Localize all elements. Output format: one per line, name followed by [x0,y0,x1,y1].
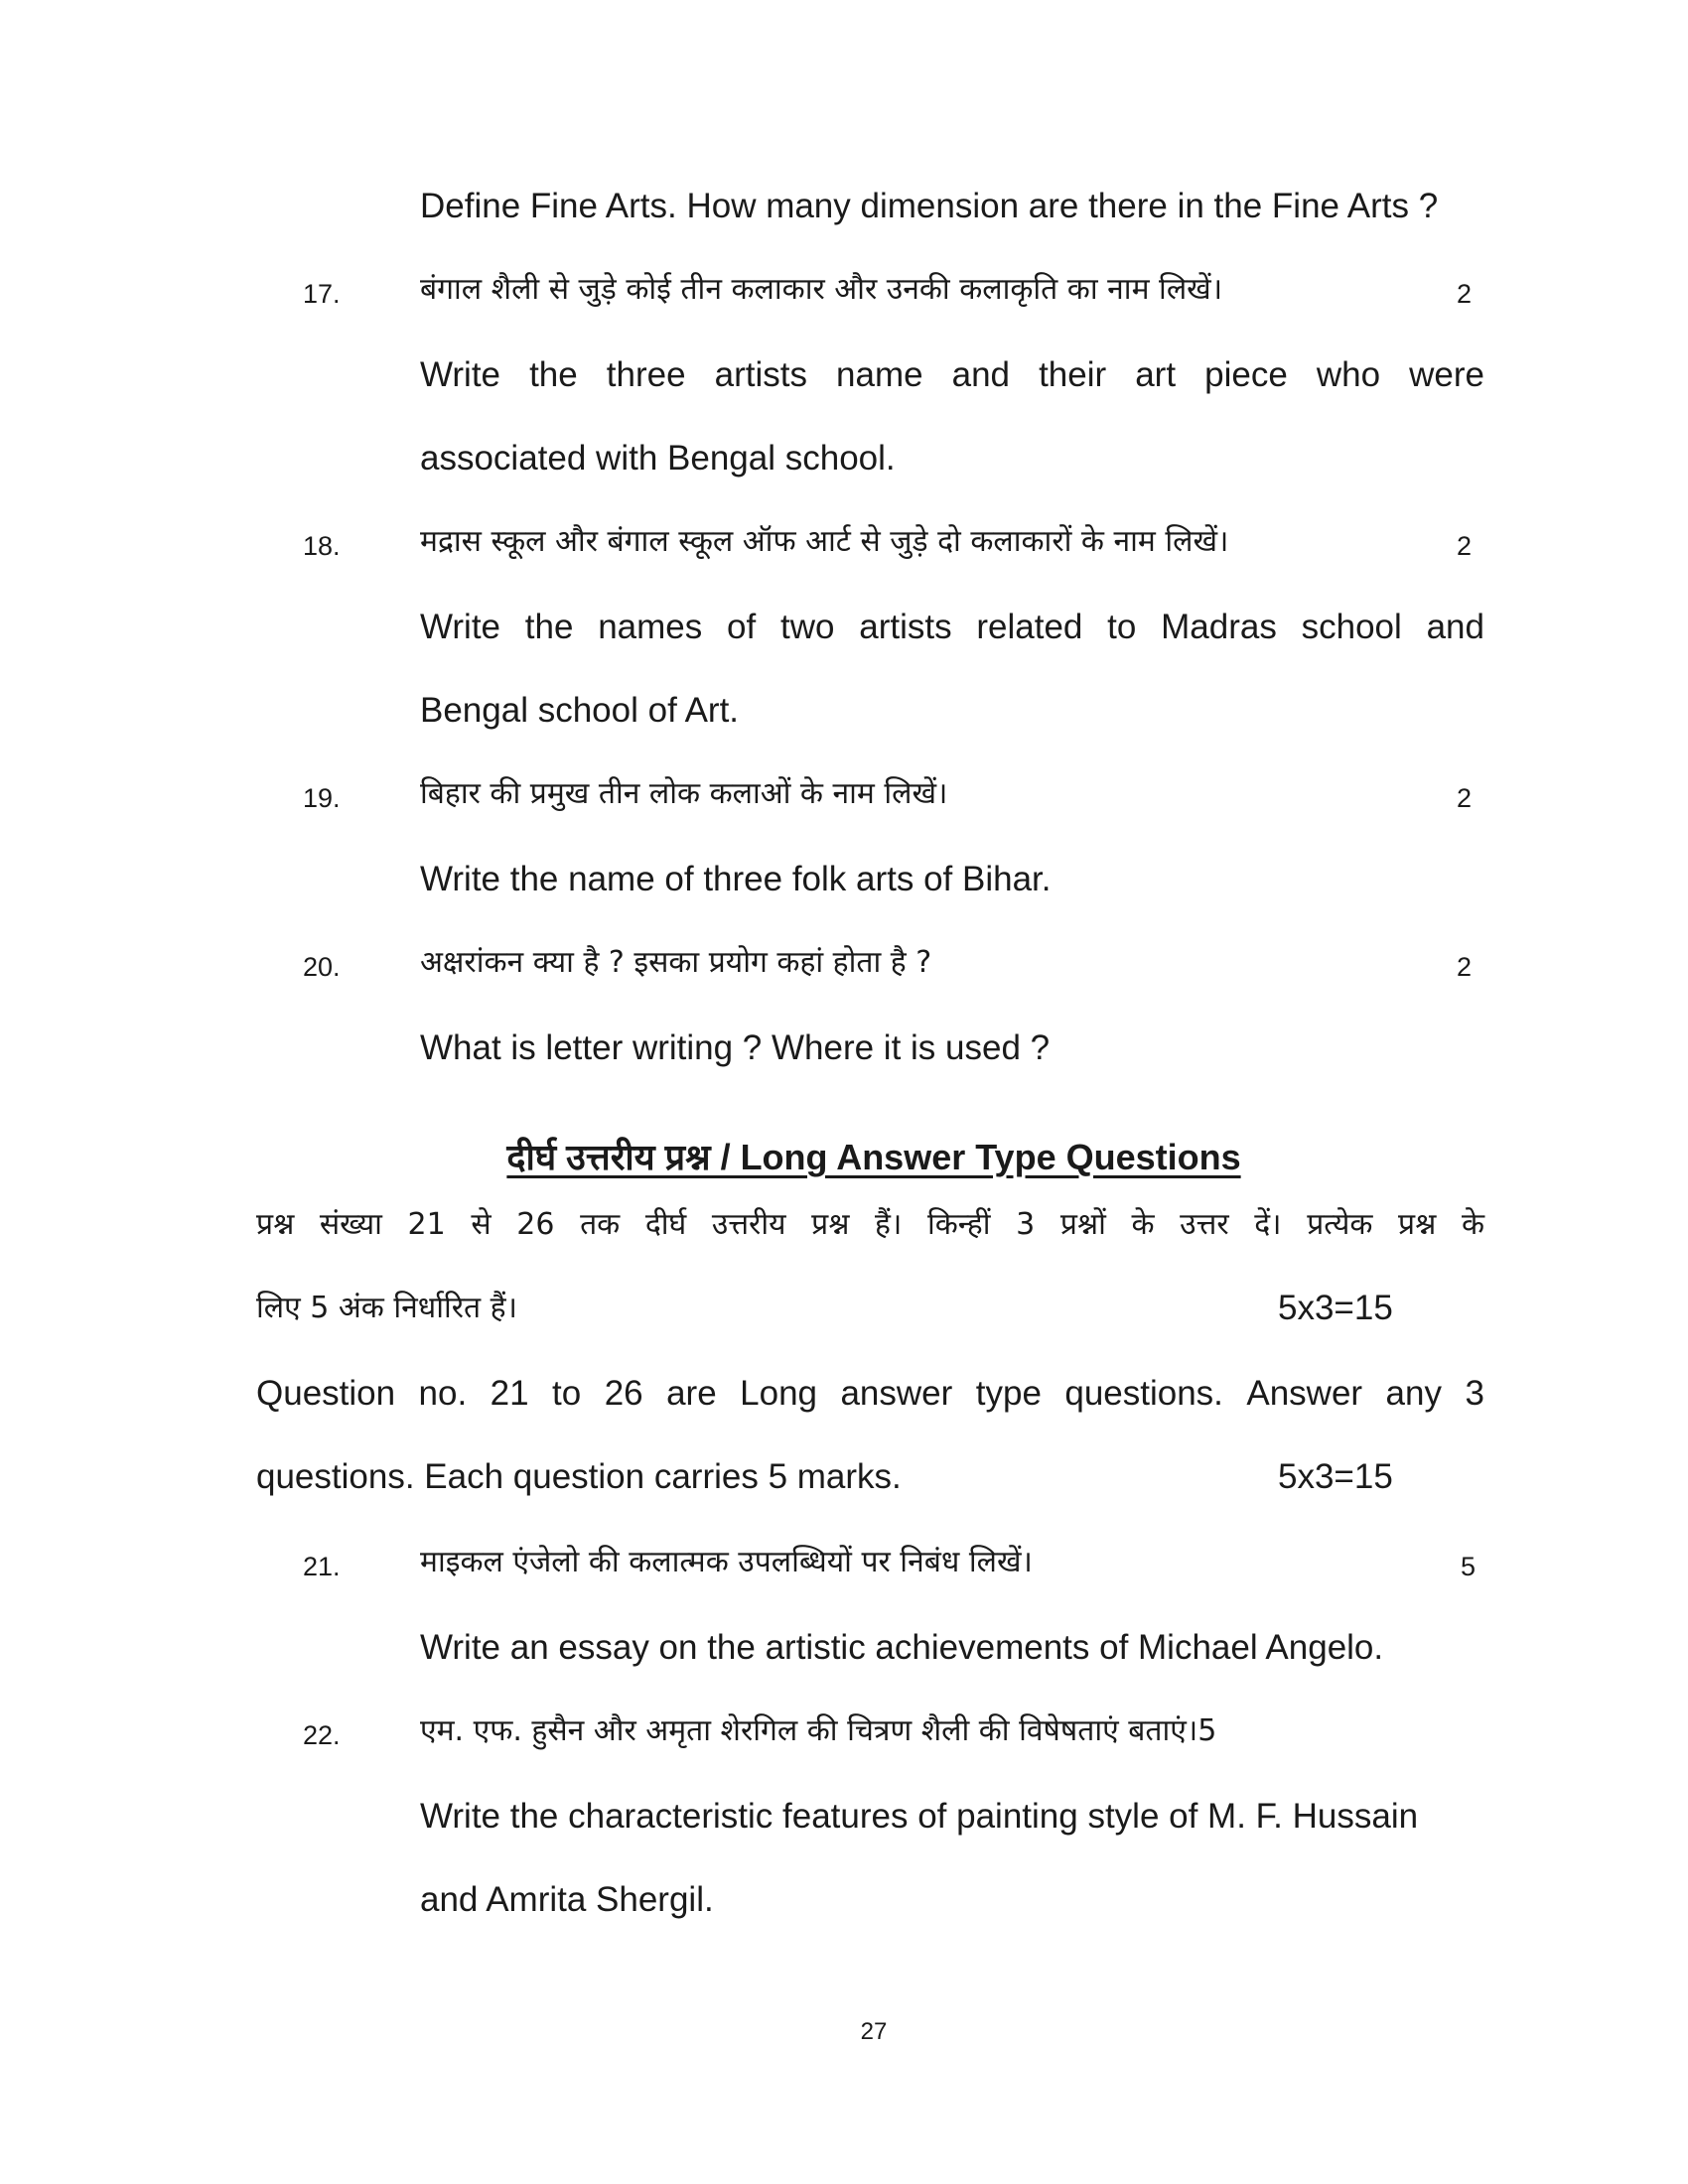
word: and [1426,608,1484,646]
q19-hindi-text: बिहार की प्रमुख तीन लोक कलाओं के नाम लिखें। [420,776,948,811]
word: 3 [1465,1374,1484,1413]
q20-hindi-text: अक्षरांकन क्या है ? इसका प्रयोग कहां होता है ? [420,945,932,980]
word: any [1385,1374,1442,1413]
q19-number: 19. [303,783,341,813]
word: Write [420,355,501,394]
q17-english-line1 [420,353,1484,397]
word: प्रश्नों [1059,1207,1106,1242]
word: प्रश्न [811,1207,850,1242]
word: school [1301,608,1402,646]
word: Answer [1246,1374,1363,1413]
word: related [976,608,1083,646]
q18-english-line1 [420,606,1484,649]
word: no. [418,1374,468,1413]
q18-number: 18. [303,531,341,561]
word: Question [256,1374,396,1413]
word: the [524,608,574,646]
word: 26 [516,1207,555,1242]
q16-english-text: Define Fine Arts. How many dimension are there in the Fine Arts ? [420,187,1439,225]
word: names [598,608,703,646]
q17-number: 17. [303,279,341,309]
word: are [666,1374,717,1413]
word: of [727,608,757,646]
word: the [529,355,578,394]
word: 21 [407,1207,446,1242]
q21-english-text: Write an essay on the artistic achievements of Michael Angelo. [420,1628,1384,1667]
word: 3 [1016,1207,1036,1242]
word: who [1316,355,1381,394]
word: name [836,355,923,394]
q20-english-text: What is letter writing ? Where it is used ? [420,1028,1051,1067]
word: किन्हीं [926,1207,991,1242]
word: उत्तर [1180,1207,1229,1242]
word: हैं। [875,1207,903,1242]
word: were [1409,355,1484,394]
word: piece [1204,355,1288,394]
section-heading: दीर्घ उत्तरीय प्रश्न / Long Answer Type Questions [506,1137,1241,1177]
section-hindi-instruction-line1 [256,1203,1484,1247]
word: art [1135,355,1177,394]
q19-marks: 2 [1457,783,1473,813]
section-english-instruction-line1 [256,1372,1484,1416]
word: दें। [1254,1207,1282,1242]
word: से [471,1207,492,1242]
page-number: 27 [860,2018,888,2045]
q18-english-line2: Bengal school of Art. [420,691,740,730]
q20-number: 20. [303,952,341,982]
word: artists [859,608,952,646]
word: two [780,608,835,646]
word: their [1039,355,1107,394]
word: के [1461,1207,1484,1242]
q22-english-line2: and Amrita Shergil. [420,1880,714,1919]
q22-number: 22. [303,1720,341,1750]
q20-marks: 2 [1457,952,1473,982]
word: Madras [1161,608,1277,646]
q17-hindi-text: बंगाल शैली से जुड़े कोई तीन कलाकार और उनकी कलाकृति का नाम लिखें। [420,272,1223,307]
word: के [1131,1207,1155,1242]
q22-english-line1: Write the characteristic features of painting style of M. F. Hussain [420,1797,1419,1836]
word: प्रश्न [1398,1207,1437,1242]
word: to [552,1374,582,1413]
word: दीर्घ [644,1207,687,1242]
word: प्रश्न [256,1207,295,1242]
section-hindi-marks: 5x3=15 [1278,1289,1393,1327]
q17-english-line2: associated with Bengal school. [420,439,896,478]
word: तक [580,1207,621,1242]
q18-hindi-text: मद्रास स्कूल और बंगाल स्कूल ऑफ आर्ट से जुड़े दो कलाकारों के नाम लिखें। [420,524,1229,559]
word: 21 [490,1374,529,1413]
q21-number: 21. [303,1552,341,1581]
word: three [606,355,686,394]
q21-marks: 5 [1461,1552,1477,1581]
word: Long [740,1374,818,1413]
section-english-instruction-line2: questions. Each question carries 5 marks. [256,1457,902,1496]
word: artists [714,355,807,394]
word: संख्या [319,1207,382,1242]
q21-hindi-text: माइकल एंजेलो की कलात्मक उपलब्धियों पर निबंध लिखें। [420,1545,1033,1579]
word: and [951,355,1011,394]
section-english-marks: 5x3=15 [1278,1457,1393,1496]
word: Write [420,608,501,646]
word: 26 [604,1374,643,1413]
word: उत्तरीय [711,1207,786,1242]
q19-english-text: Write the name of three folk arts of Bihar. [420,860,1052,898]
q18-marks: 2 [1457,531,1473,561]
word: answer [840,1374,953,1413]
word: questions. [1064,1374,1223,1413]
q17-marks: 2 [1457,279,1473,309]
section-hindi-instruction-line2: लिए 5 अंक निर्धारित हैं। [256,1291,517,1325]
q22-hindi-text: एम. एफ. हुसैन और अमृता शेरगिल की चित्रण शैली की विषेषताएं बताएं।5 [420,1713,1217,1748]
word: type [975,1374,1042,1413]
word: to [1107,608,1137,646]
word: प्रत्येक [1307,1207,1373,1242]
